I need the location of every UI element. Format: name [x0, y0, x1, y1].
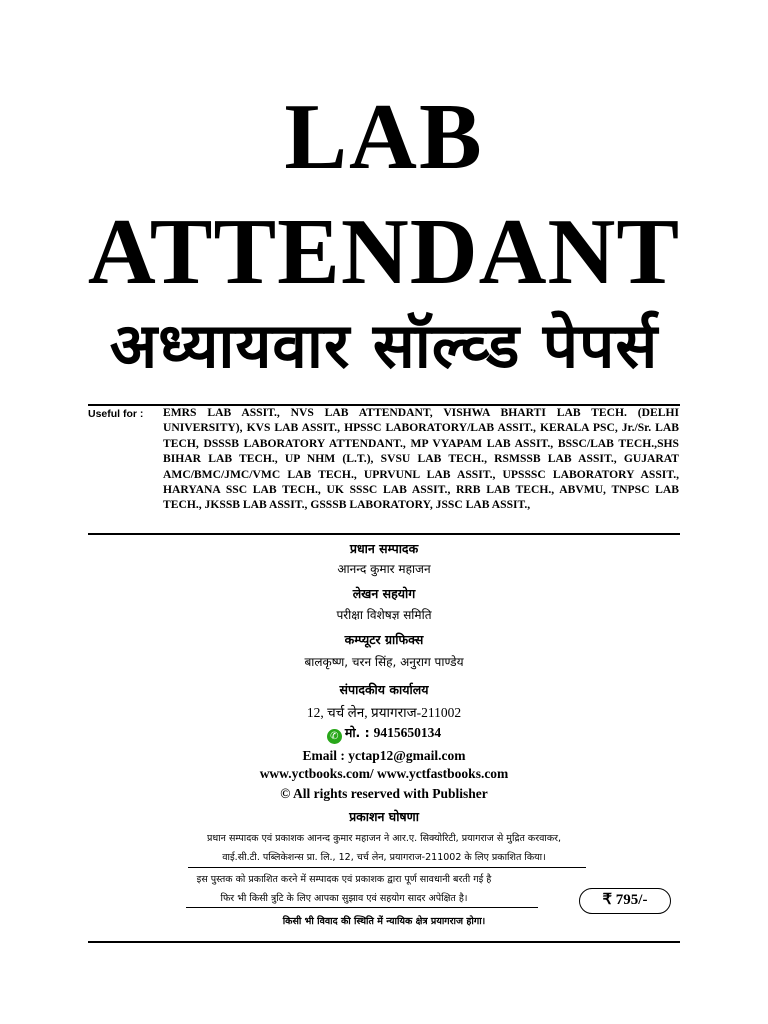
rights-line: © All rights reserved with Publisher	[280, 786, 488, 801]
divider-bottom	[88, 941, 680, 943]
chief-editor-heading: प्रधान सम्पादक	[349, 541, 419, 556]
care-line-1: इस पुस्तक को प्रकाशित करने में सम्पादक एवं प्रकाशक द्वारा पूर्ण सावधानी बरती गई है	[196, 874, 492, 885]
graphics-names: बालकृष्ण, चरन सिंह, अनुराग पाण्डेय	[304, 655, 464, 669]
publication-line-2: वाई.सी.टी. पब्लिकेशन्स प्रा. लि., 12, चर्च लेन, प्रयागराज-211002 के लिए प्रकाशित किया।	[222, 852, 546, 863]
price-badge: ₹ 795/-	[579, 888, 671, 914]
care-underline	[186, 907, 538, 908]
email-line: Email : yctap12@gmail.com	[302, 748, 466, 763]
publication-heading: प्रकाशन घोषणा	[349, 809, 419, 824]
office-heading: संपादकीय कार्यालय	[339, 682, 429, 697]
whatsapp-icon: ✆	[327, 729, 342, 744]
writing-heading: लेखन सहयोग	[352, 586, 416, 601]
jurisdiction-line: किसी भी विवाद की स्थिति में न्यायिक क्षेत्र प्रयागराज होगा।	[282, 916, 486, 927]
office-address: 12, चर्च लेन, प्रयागराज-211002	[306, 705, 462, 720]
chief-editor-name: आनन्द कुमार महाजन	[337, 562, 431, 576]
mobile-line	[0, 724, 768, 744]
publication-underline	[188, 867, 586, 868]
cover-title-line2: ATTENDANT	[87, 200, 681, 304]
cover-subtitle-hindi: अध्यायवार सॉल्व्ड पेपर्स	[109, 309, 659, 382]
graphics-heading: कम्प्यूटर ग्राफिक्स	[344, 632, 424, 647]
mobile-label: मो. :	[344, 725, 370, 740]
useful-for-text: EMRS LAB ASSIT., NVS LAB ATTENDANT, VISHWA BHARTI LAB TECH. (DELHI UNIVERSITY), KVS LAB ASSIT., HPSSC LABORATORY/LAB ASSIT., KERALA PSC, Jr./Sr. LAB TECH, DSSSB LABORATORY ATTENDANT., MP VYAPAM LAB ASSIT., BSSC/LAB TECH.,SHS BIHAR LAB TECH., UP NHM (L.T.), SVSU LAB TECH., RSMSSB LAB ASSIT., GUJARAT AMC/BMC/JMC/VMC LAB TECH., UPRVUNL LAB ASSIT., UPSSSC LABORATORY ASSIT., HARYANA SSC LAB TECH., UK SSSC LAB ASSIT., RRB LAB TECH., ABVMU, TNPSC LAB TECH., JKSSB LAB ASSIT., GSSSB LABORATORY, JSSC LAB ASSIT.,	[163, 406, 679, 512]
useful-for-label: Useful for :	[88, 408, 144, 420]
writing-name: परीक्षा विशेषज्ञ समिति	[336, 608, 432, 622]
care-line-2: फिर भी किसी त्रुटि के लिए आपका सुझाव एवं सहयोग सादर अपेक्षित है।	[220, 893, 468, 904]
mobile-number: 9415650134	[373, 725, 442, 740]
publication-line-1: प्रधान सम्पादक एवं प्रकाशक आनन्द कुमार महाजन ने आर.ए. सिक्योरिटी, प्रयागराज से मुद्रित करवाकर,	[206, 833, 562, 844]
divider-middle	[88, 533, 680, 535]
websites-line: www.yctbooks.com/ www.yctfastbooks.com	[259, 766, 509, 781]
cover-title-line1: LAB	[284, 85, 484, 189]
